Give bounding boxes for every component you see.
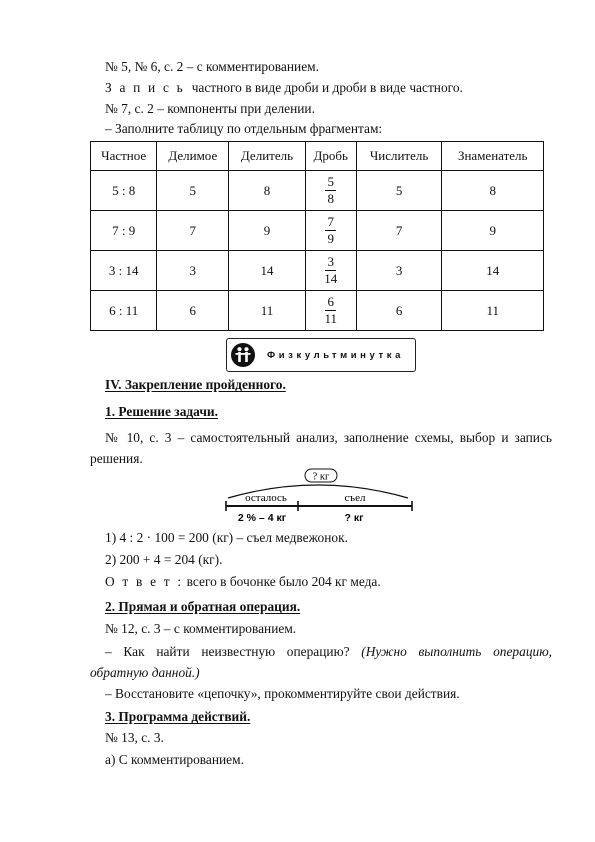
table-row	[91, 291, 544, 331]
dividend-cell: 7	[157, 211, 229, 251]
header-cell: Частное	[91, 142, 157, 171]
table-row	[91, 171, 544, 211]
italic-span: (Нужно выполнить операцию, обратную данной.)	[90, 644, 552, 680]
table-header-row	[91, 142, 544, 171]
divisor-cell: 14	[229, 251, 305, 291]
right-top-label: съел	[344, 492, 366, 504]
fraction-cell	[305, 211, 356, 251]
table-row	[91, 211, 544, 251]
quotient-cell: 3 : 14	[91, 251, 157, 291]
answer-line	[105, 573, 381, 591]
quotient-cell: 6 : 11	[91, 291, 157, 331]
fraction	[325, 214, 336, 247]
subsection-heading: 1. Решение задачи.	[105, 404, 218, 419]
problem-scheme	[220, 466, 416, 526]
text-line: – Восстановите «цепочку», прокомментируйте свои действия.	[105, 686, 460, 701]
division-table	[90, 141, 544, 331]
fraction-cell	[305, 171, 356, 211]
text-span: частного в виде дроби и дроби в виде частного.	[191, 80, 463, 95]
numerator-cell: 3	[356, 251, 442, 291]
left-bottom-label: 2 % – 4 кг	[237, 512, 287, 524]
section-heading: IV. Закрепление пройденного.	[105, 377, 286, 392]
denominator-cell: 8	[442, 171, 544, 211]
fraction-numerator: 3	[327, 254, 334, 269]
numerator-cell: 7	[356, 211, 442, 251]
subsection-heading: 2. Прямая и обратная операция.	[105, 599, 301, 614]
denominator-cell: 14	[442, 251, 544, 291]
fraction-cell	[305, 251, 356, 291]
solution-step: 1) 4 : 2 · 100 = 200 (кг) – съел медвежонок.	[105, 530, 348, 545]
text-line: – Заполните таблицу по отдельным фрагментам:	[105, 121, 383, 136]
fraction-denominator: 11	[324, 311, 337, 326]
fraction	[324, 294, 337, 327]
header-cell: Числитель	[356, 142, 442, 171]
left-top-label: осталось	[245, 492, 287, 504]
dividend-cell: 5	[157, 171, 229, 211]
paragraph	[90, 641, 552, 683]
fizminutka-banner	[226, 338, 416, 372]
fraction-numerator: 7	[327, 214, 334, 229]
text-line: № 5, № 6, с. 2 – с комментированием.	[105, 59, 319, 74]
quotient-cell: 5 : 8	[91, 171, 157, 211]
divisor-cell: 9	[229, 211, 305, 251]
divisor-cell: 11	[229, 291, 305, 331]
solution-step: 2) 200 + 4 = 204 (кг).	[105, 552, 223, 567]
denominator-cell: 9	[442, 211, 544, 251]
table-row	[91, 251, 544, 291]
text-line: а) С комментированием.	[105, 752, 244, 767]
fraction	[325, 174, 336, 207]
text-line: № 13, с. 3.	[105, 730, 164, 745]
two-people-icon	[231, 343, 255, 367]
paragraph: № 10, с. 3 – самостоятельный анализ, заполнение схемы, выбор и запись решения.	[90, 430, 552, 466]
dividend-cell: 6	[157, 291, 229, 331]
text-line: № 7, с. 2 – компоненты при делении.	[105, 101, 315, 116]
header-cell: Дробь	[305, 142, 356, 171]
fizminutka-label: Физкультминутка	[267, 349, 404, 361]
text-line	[105, 79, 463, 97]
denominator-cell: 11	[442, 291, 544, 331]
header-cell: Делимое	[157, 142, 229, 171]
text-line: № 12, с. 3 – с комментированием.	[105, 621, 297, 636]
text-span: – Как найти неизвестную операцию?	[105, 644, 350, 659]
fraction-numerator: 5	[327, 174, 334, 189]
spaced-word: З а п и с ь	[105, 80, 185, 95]
fraction-denominator: 9	[327, 231, 334, 246]
divisor-cell: 8	[229, 171, 305, 211]
quotient-cell: 7 : 9	[91, 211, 157, 251]
fraction-cell	[305, 291, 356, 331]
total-label: ? кг	[312, 471, 330, 483]
header-cell: Делитель	[229, 142, 305, 171]
dividend-cell: 3	[157, 251, 229, 291]
fraction-denominator: 8	[327, 191, 334, 206]
numerator-cell: 5	[356, 171, 442, 211]
subsection-heading: 3. Программа действий.	[105, 709, 251, 724]
numerator-cell: 6	[356, 291, 442, 331]
fraction-denominator: 14	[324, 271, 338, 286]
fraction	[324, 254, 337, 287]
right-bottom-label: ? кг	[344, 512, 364, 524]
fraction-numerator: 6	[327, 294, 334, 309]
header-cell: Знаменатель	[442, 142, 544, 171]
text-span: всего в бочонке было 204 кг меда.	[186, 574, 381, 589]
spaced-word: О т в е т :	[105, 574, 184, 589]
